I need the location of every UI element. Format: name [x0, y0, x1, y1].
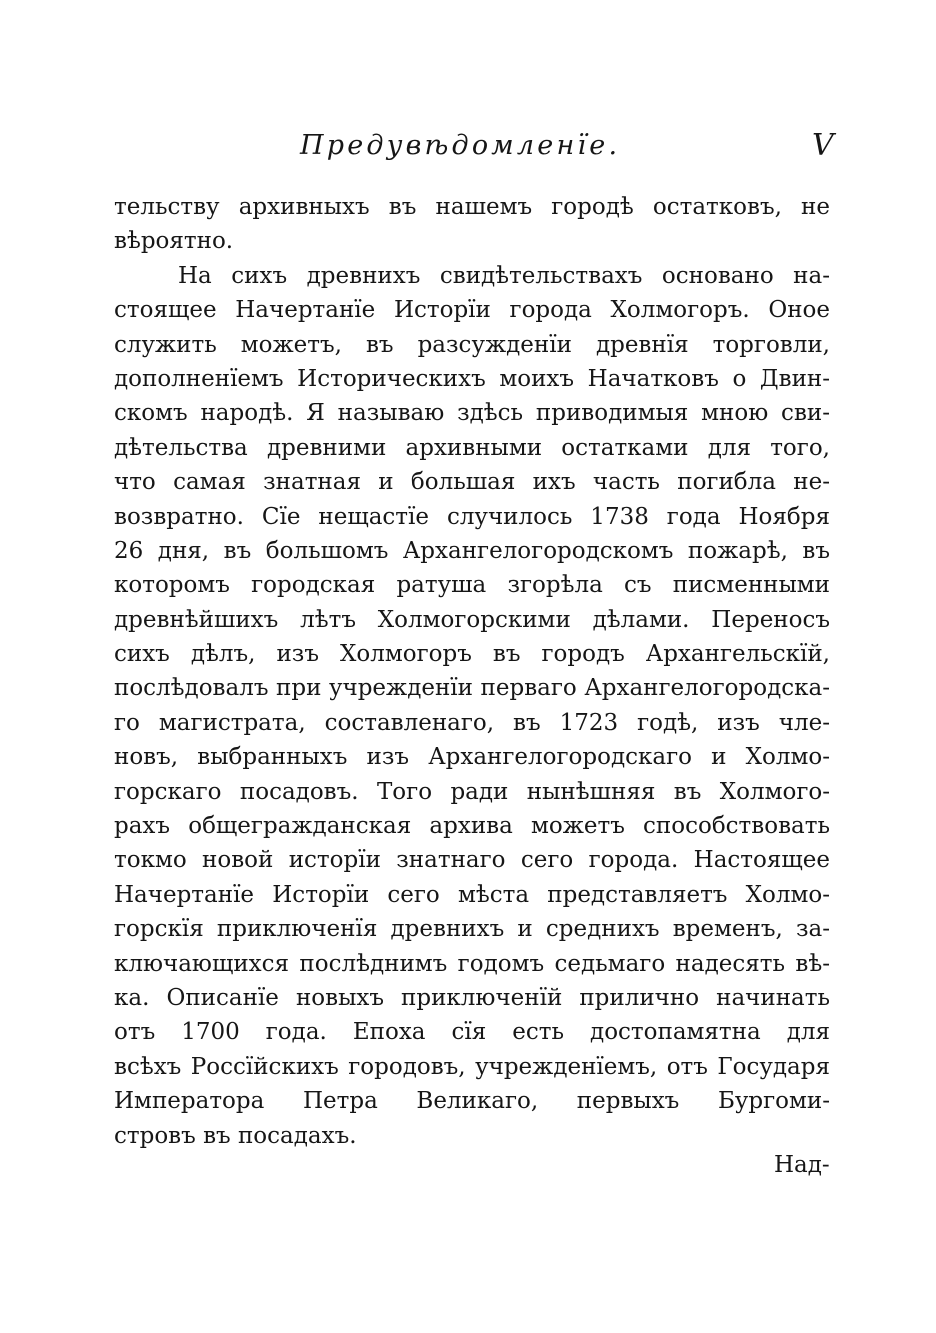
text-line: что самая знатная и большая ихъ часть погибла не-: [114, 469, 830, 496]
text-line: Начертанїе Исторїи сего мѣста представляетъ Холмо-: [114, 881, 830, 908]
text-line: которомъ городская ратуша згорѣла съ писменными: [114, 572, 830, 599]
text-line: токмо новой исторїи знатнаго сего города. Настоящее: [114, 847, 830, 874]
text-line: Императора Петра Великаго, первыхъ Бургоми-: [114, 1088, 830, 1115]
text-line: тельству архивныхъ въ нашемъ городѣ остатковъ, не: [114, 194, 830, 220]
text-line: ка. Описанїе новыхъ приключенїй прилично начинать: [114, 984, 830, 1011]
text-line: древнѣйшихъ лѣтъ Холмогорскими дѣлами. Переносъ: [114, 606, 830, 633]
text-line: го магистрата, составленаго, въ 1723 годѣ, изъ чле-: [114, 709, 830, 736]
text-line: вѣроятно.: [114, 228, 234, 255]
text-line: новъ, выбранныхъ изъ Архангелогородскаго и Холмо-: [114, 744, 830, 771]
text-line: всѣхъ Россїйскихъ городовъ, учрежденїемъ, отъ Государя: [114, 1053, 830, 1080]
text-line: скомъ народѣ. Я называю здѣсь приводимыя мною сви-: [114, 400, 830, 427]
text-line: дополненїемъ Историческихъ моихъ Начатковъ о Двин-: [114, 365, 830, 392]
text-line: горскаго посадовъ. Того ради нынѣшняя въ Холмого-: [114, 778, 830, 805]
body-text: [114, 190, 830, 1153]
text-line: служить можетъ, въ разсужденїи древнїя торговли,: [114, 331, 830, 358]
text-line: На сихъ древнихъ свидѣтельствахъ основано на-: [178, 262, 830, 289]
text-line: 26 дня, въ большомъ Архангелогородскомъ пожарѣ, въ: [114, 537, 830, 564]
text-line: стровъ въ посадахъ.: [114, 1122, 357, 1149]
text-line: послѣдовалъ при учрежденїи перваго Архангелогородска-: [114, 675, 830, 702]
running-head: Предувѣдомленїе.: [300, 130, 621, 161]
text-line: горскїя приключенїя древнихъ и среднихъ временъ, за-: [114, 916, 830, 943]
text-line: стоящее Начертанїе Исторїи города Холмогоръ. Оное: [114, 297, 830, 324]
text-line: ключающихся послѣднимъ годомъ седьмаго надесять вѣ-: [114, 950, 830, 977]
text-line: дѣтельства древними архивными остатками для того,: [114, 434, 830, 461]
text-line: возвратно. Сїе нещастїе случилось 1738 года Ноября: [114, 503, 830, 530]
catchword: Над-: [774, 1152, 830, 1178]
text-line: отъ 1700 года. Епоха сїя есть достопамятна для: [114, 1019, 830, 1046]
page-number: V: [812, 128, 834, 163]
text-line: рахъ общегражданская архива можетъ способствовать: [114, 813, 830, 840]
text-line: сихъ дѣлъ, изъ Холмогоръ въ городъ Архангельскїй,: [114, 641, 830, 668]
